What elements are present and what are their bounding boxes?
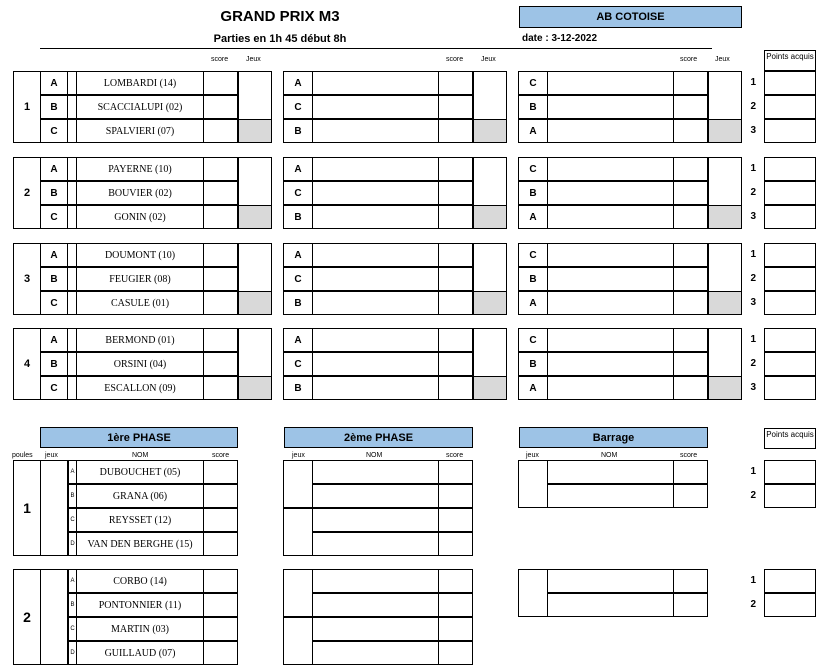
phase2-name-cell[interactable] [312,532,439,556]
points-cell[interactable] [764,95,816,119]
score-cell[interactable] [438,641,473,665]
score-cell[interactable] [438,569,473,593]
barrage-jeux-cell [518,569,548,617]
barrage-name-cell[interactable] [547,484,674,508]
event-date: date : 3-12-2022 [522,33,598,44]
points-cell[interactable] [764,460,816,484]
round3-name-cell[interactable] [547,205,674,229]
points-cell[interactable] [764,205,816,229]
rank-label: 2 [750,490,756,501]
rank-label: 3 [750,211,756,222]
round2-letter: A [283,243,313,267]
poule-number: 1 [13,71,41,143]
page-subtitle: Parties en 1h 45 début 8h [213,33,347,45]
score-cell[interactable] [673,157,708,181]
round3-letter: C [518,157,548,181]
score-cell[interactable] [673,291,708,315]
round2-letter: B [283,119,313,143]
score-cell[interactable] [673,460,708,484]
score-cell[interactable] [438,291,473,315]
jeux-shaded-cell [238,205,272,229]
round2-letter: C [283,267,313,291]
rank-label: 3 [750,297,756,308]
round2-name-cell[interactable] [312,243,439,267]
points-cell[interactable] [764,328,816,352]
round3-letter: C [518,71,548,95]
player-name: ORSINI (04) [76,352,204,376]
phase2-name-cell[interactable] [312,508,439,532]
subhdr-jeux-3: jeux [526,452,539,459]
phase2-name-cell[interactable] [312,569,439,593]
score-cell[interactable] [673,569,708,593]
round2-letter: B [283,376,313,400]
jeux-shaded-cell [473,119,507,143]
points-cell[interactable] [764,352,816,376]
round2-letter: A [283,328,313,352]
round2-name-cell[interactable] [312,376,439,400]
points-cell[interactable] [764,569,816,593]
round3-letter: C [518,243,548,267]
score-cell[interactable] [438,205,473,229]
round3-name-cell[interactable] [547,267,674,291]
rank-label: 3 [750,382,756,393]
phase2-header: 2ème PHASE [284,427,473,448]
rank-label: 1 [750,249,756,260]
score-cell[interactable] [673,593,708,617]
score-cell[interactable] [203,532,238,556]
round3-name-cell[interactable] [547,119,674,143]
score-cell[interactable] [438,352,473,376]
round2-letter: C [283,352,313,376]
subhdr-poules: poules [12,452,33,459]
player-letter: B [40,95,68,119]
score-cell[interactable] [673,267,708,291]
round2-letter: B [283,205,313,229]
phase2-name-cell[interactable] [312,593,439,617]
jeux-shaded-cell [708,119,742,143]
round2-name-cell[interactable] [312,291,439,315]
score-cell[interactable] [203,205,238,229]
player-name: MARTIN (03) [76,617,204,641]
player-name: BOUVIER (02) [76,181,204,205]
player-letter: C [68,617,77,641]
player-letter: A [40,328,68,352]
player-letter: A [40,157,68,181]
player-name: CASULE (01) [76,291,204,315]
rank-label: 1 [750,334,756,345]
round2-name-cell[interactable] [312,328,439,352]
player-letter: B [68,593,77,617]
col-header-jeux-3: Jeux [715,56,730,63]
round3-name-cell[interactable] [547,95,674,119]
score-cell[interactable] [438,617,473,641]
points-header: Points acquis [764,50,816,71]
player-letter: B [68,484,77,508]
player-letter: A [68,569,77,593]
round3-letter: A [518,205,548,229]
round3-letter: C [518,328,548,352]
points-cell[interactable] [764,157,816,181]
round2-letter: B [283,291,313,315]
player-letter: C [68,508,77,532]
player-letter: C [40,291,68,315]
round3-name-cell[interactable] [547,71,674,95]
round3-letter: B [518,95,548,119]
player-name: CORBO (14) [76,569,204,593]
score-cell[interactable] [438,593,473,617]
jeux-shaded-cell [708,376,742,400]
score-cell[interactable] [673,352,708,376]
player-name: FEUGIER (08) [76,267,204,291]
score-cell[interactable] [203,267,238,291]
round2-name-cell[interactable] [312,71,439,95]
player-name: GUILLAUD (07) [76,641,204,665]
rank-label: 2 [750,599,756,610]
rank-label: 2 [750,358,756,369]
round3-name-cell[interactable] [547,352,674,376]
round2-letter: C [283,95,313,119]
round2-letter: C [283,181,313,205]
score-cell[interactable] [438,328,473,352]
round2-name-cell[interactable] [312,267,439,291]
phase2-name-cell[interactable] [312,641,439,665]
score-cell[interactable] [203,593,238,617]
round3-name-cell[interactable] [547,181,674,205]
score-cell[interactable] [203,181,238,205]
subhdr-score-1: score [212,452,230,459]
round2-name-cell[interactable] [312,352,439,376]
points-cell[interactable] [764,267,816,291]
phase2-jeux-cell [283,617,313,665]
points-cell[interactable] [764,376,816,400]
round3-name-cell[interactable] [547,376,674,400]
score-cell[interactable] [203,291,238,315]
score-cell[interactable] [203,328,238,352]
player-letter: B [40,352,68,376]
group-number: 2 [13,569,41,665]
rank-label: 1 [750,163,756,174]
player-name: DOUMONT (10) [76,243,204,267]
score-cell[interactable] [673,181,708,205]
jeux-shaded-cell [238,376,272,400]
barrage-name-cell[interactable] [547,593,674,617]
rank-label: 1 [750,575,756,586]
rank-label: 2 [750,101,756,112]
score-cell[interactable] [438,71,473,95]
round2-name-cell[interactable] [312,119,439,143]
rank-label: 2 [750,187,756,198]
points-cell[interactable] [764,119,816,143]
score-cell[interactable] [673,205,708,229]
jeux-shaded-cell [473,291,507,315]
col-header-score-3: score [680,56,698,63]
score-cell[interactable] [673,243,708,267]
round2-letter: A [283,157,313,181]
subhdr-jeux-2: jeux [292,452,305,459]
points-cell[interactable] [764,181,816,205]
score-cell[interactable] [203,71,238,95]
points-cell[interactable] [764,71,816,95]
round2-name-cell[interactable] [312,157,439,181]
score-cell[interactable] [203,484,238,508]
barrage-header: Barrage [519,427,708,448]
score-cell[interactable] [438,181,473,205]
player-letter: C [40,205,68,229]
player-name: REYSSET (12) [76,508,204,532]
player-name: SPALVIERI (07) [76,119,204,143]
score-cell[interactable] [438,484,473,508]
col-header-score-1: score [211,56,229,63]
score-cell[interactable] [203,508,238,532]
points-cell[interactable] [764,484,816,508]
subhdr-score-3: score [680,452,698,459]
score-cell[interactable] [438,376,473,400]
score-cell[interactable] [438,157,473,181]
round3-name-cell[interactable] [547,328,674,352]
jeux-shaded-cell [708,291,742,315]
barrage-jeux-cell [518,460,548,508]
subhdr-jeux-1: jeux [45,452,58,459]
round2-name-cell[interactable] [312,205,439,229]
col-header-jeux-2: Jeux [481,56,496,63]
score-cell[interactable] [203,243,238,267]
score-cell[interactable] [203,352,238,376]
round3-letter: A [518,119,548,143]
phase2-jeux-cell [283,569,313,617]
player-name: VAN DEN BERGHE (15) [76,532,204,556]
score-cell[interactable] [203,95,238,119]
points-cell[interactable] [764,593,816,617]
player-name: SCACCIALUPI (02) [76,95,204,119]
score-cell[interactable] [673,484,708,508]
subhdr-nom-2: NOM [366,452,383,459]
club-banner: AB COTOISE [519,6,742,28]
score-cell[interactable] [673,95,708,119]
score-cell[interactable] [438,267,473,291]
jeux-shaded-cell [708,205,742,229]
player-name: GONIN (02) [76,205,204,229]
phase2-name-cell[interactable] [312,484,439,508]
player-name: GRANA (06) [76,484,204,508]
score-cell[interactable] [203,119,238,143]
player-letter: B [40,181,68,205]
score-cell[interactable] [203,569,238,593]
round3-letter: B [518,181,548,205]
jeux-shaded-cell [238,291,272,315]
score-cell[interactable] [438,460,473,484]
player-letter: A [40,71,68,95]
poule-number: 3 [13,243,41,315]
score-cell[interactable] [438,95,473,119]
subhdr-nom-1: NOM [132,452,149,459]
rank-label: 1 [750,466,756,477]
group-jeux-column [40,569,68,665]
phase1-header: 1ère PHASE [40,427,238,448]
round3-name-cell[interactable] [547,157,674,181]
round2-letter: A [283,71,313,95]
player-letter: C [40,119,68,143]
score-cell[interactable] [673,119,708,143]
score-cell[interactable] [203,460,238,484]
group-number: 1 [13,460,41,556]
rank-label: 3 [750,125,756,136]
round3-letter: A [518,291,548,315]
player-letter: D [68,641,77,665]
rank-label: 1 [750,77,756,88]
score-cell[interactable] [438,119,473,143]
header-divider [40,48,712,49]
subhdr-nom-3: NOM [601,452,618,459]
score-cell[interactable] [438,243,473,267]
points-cell[interactable] [764,291,816,315]
player-letter: A [40,243,68,267]
poule-number: 2 [13,157,41,229]
phase2-name-cell[interactable] [312,617,439,641]
score-cell[interactable] [438,532,473,556]
col-header-score-2: score [446,56,464,63]
score-cell[interactable] [438,508,473,532]
group-jeux-column [40,460,68,556]
round2-name-cell[interactable] [312,95,439,119]
points-header-2: Points acquis [764,428,816,449]
score-cell[interactable] [673,328,708,352]
barrage-name-cell[interactable] [547,569,674,593]
score-cell[interactable] [203,641,238,665]
score-cell[interactable] [673,376,708,400]
page-title: GRAND PRIX M3 [220,8,340,25]
round3-letter: A [518,376,548,400]
phase2-jeux-cell [283,460,313,508]
score-cell[interactable] [673,71,708,95]
player-letter: B [40,267,68,291]
player-name: PAYERNE (10) [76,157,204,181]
round3-name-cell[interactable] [547,291,674,315]
subhdr-score-2: score [446,452,464,459]
barrage-name-cell[interactable] [547,460,674,484]
phase2-name-cell[interactable] [312,460,439,484]
player-letter: C [40,376,68,400]
round3-letter: B [518,352,548,376]
round2-name-cell[interactable] [312,181,439,205]
round3-name-cell[interactable] [547,243,674,267]
poule-number: 4 [13,328,41,400]
player-name: ESCALLON (09) [76,376,204,400]
jeux-shaded-cell [473,205,507,229]
jeux-shaded-cell [473,376,507,400]
score-cell[interactable] [203,617,238,641]
player-name: DUBOUCHET (05) [76,460,204,484]
player-letter: A [68,460,77,484]
col-header-jeux-1: Jeux [246,56,261,63]
rank-label: 2 [750,273,756,284]
phase2-jeux-cell [283,508,313,556]
round3-letter: B [518,267,548,291]
player-letter: D [68,532,77,556]
player-name: BERMOND (01) [76,328,204,352]
player-name: LOMBARDI (14) [76,71,204,95]
points-cell[interactable] [764,243,816,267]
player-name: PONTONNIER (11) [76,593,204,617]
score-cell[interactable] [203,376,238,400]
jeux-shaded-cell [238,119,272,143]
score-cell[interactable] [203,157,238,181]
